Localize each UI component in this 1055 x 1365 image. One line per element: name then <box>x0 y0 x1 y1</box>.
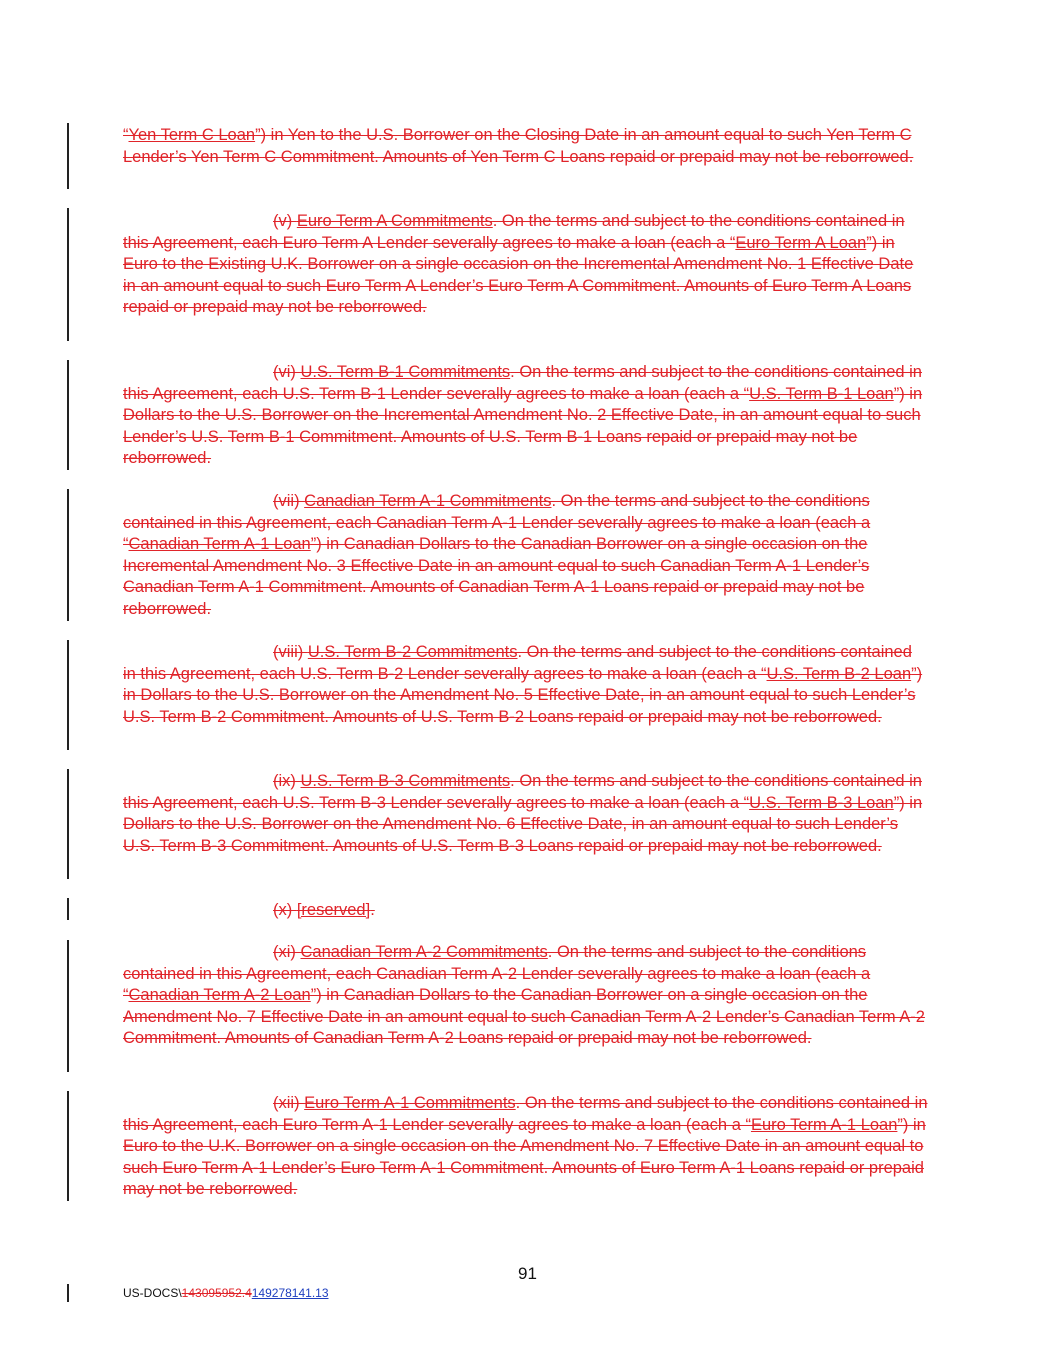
defined-term: U.S. Term B-2 Loan <box>766 664 912 683</box>
paragraph-label: (v) <box>273 212 297 230</box>
paragraph-text: ”) in Euro to the U.K. Borrower on a single occasion on the Amendment No. 7 Effective Date in an amount equal to such Euro Term A-1 Lender’s Euro Term A-1 Commitment. Amounts of Euro Term A-1 Loans repaid or prepaid may not be reborrowed. <box>123 1115 926 1199</box>
document-id-deleted: 143095952.4 <box>181 1286 252 1300</box>
defined-term: Yen Term C Loan <box>128 126 256 144</box>
paragraph-text: . On the terms and subject to the conditions contained in this Agreement, each U.S. Term B-3 Lender severally agrees to make a loan (each a “ <box>123 772 922 812</box>
open-quote: “ <box>123 126 129 144</box>
paragraph-v <box>123 211 929 319</box>
section-heading: U.S. Term B-2 Commitments <box>307 643 518 661</box>
paragraph-text: ”) in Dollars to the U.S. Borrower on the Amendment No. 5 Effective Date, in an amount equal to such Lender’s U.S. Term B-2 Commitment. Amounts of U.S. Term B-2 Loans repaid or prepaid may not be reborrowed. <box>123 664 923 726</box>
change-bar <box>67 360 69 470</box>
document-id-prefix: US-DOCS\ <box>123 1286 182 1300</box>
defined-term: Euro Term A-1 Loan <box>750 1115 898 1134</box>
defined-term: Canadian Term A-1 Loan <box>128 535 311 554</box>
document-id-inserted: 149278141.13 <box>251 1286 329 1300</box>
paragraph-xi <box>123 942 929 1050</box>
paragraph-label: (xii) <box>273 1094 305 1112</box>
paragraph-label: (ix) <box>273 772 301 790</box>
change-bar <box>67 940 69 1072</box>
paragraph-text: . On the terms and subject to the conditions contained in this Agreement, each U.S. Term B-1 Lender severally agrees to make a loan (each a “ <box>123 363 922 403</box>
paragraph-text: . On the terms and subject to the conditions contained in this Agreement, each Euro Term A Lender severally agrees to make a loan (each a “ <box>123 212 905 252</box>
change-bar <box>67 123 69 189</box>
paragraph-text: . On the terms and subject to the conditions contained in this Agreement, each Canadian Term A-1 Lender severally agrees to make a loan (each a “ <box>123 492 871 554</box>
paragraph-text: ”) in Euro to the Existing U.K. Borrower on a single occasion on the Incremental Amendment No. 1 Effective Date in an amount equal to such Euro Term A Lender’s Euro Term A Commitment. Amounts of Euro Term A Loans repaid or prepaid may not be reborrowed. <box>123 233 914 317</box>
paragraph-label: (xi) <box>273 943 301 961</box>
paragraph-text: . On the terms and subject to the conditions contained in this Agreement, each Canadian Term A-2 Lender severally agrees to make a loan (each a “ <box>123 943 871 1005</box>
paragraph-text: . On the terms and subject to the conditions contained in this Agreement, each Euro Term A-1 Lender severally agrees to make a loan (each a “ <box>123 1094 928 1134</box>
section-heading: U.S. Term B-3 Commitments <box>300 772 511 790</box>
paragraph-viii <box>123 642 929 728</box>
paragraph-label: (x) <box>273 901 297 919</box>
section-heading: Canadian Term A-2 Commitments <box>300 943 548 961</box>
page-number: 91 <box>518 1264 537 1283</box>
section-heading: Canadian Term A-1 Commitments <box>304 492 552 510</box>
paragraph-text: ”) in Dollars to the U.S. Borrower on the Incremental Amendment No. 2 Effective Date, in an amount equal to such Lender’s U.S. Term B-1 Commitment. Amounts of U.S. Term B-1 Loans repaid or prepaid may not be reborrowed. <box>123 384 923 468</box>
paragraph-text: ”) in Yen to the U.S. Borrower on the Closing Date in an amount equal to such Yen Term C Lender’s Yen Term C Commitment. Amounts of Yen Term C Loans repaid or prepaid may not be reborrowed. <box>123 126 914 166</box>
paragraph-label: (vi) <box>273 363 301 381</box>
change-bar <box>67 1284 69 1302</box>
paragraph-text: ”) in Canadian Dollars to the Canadian Borrower on a single occasion on the Incremental Amendment No. 3 Effective Date in an amount equal to such Canadian Term A-1 Lender’s Canadian Term A-1 Commitment. Amounts of Canadian Term A-1 Loans repaid or prepaid may not be reborrowed. <box>123 535 870 618</box>
section-heading: Euro Term A Commitments <box>296 212 493 230</box>
document-id <box>123 1286 329 1300</box>
section-heading: [reserved] <box>296 901 371 919</box>
paragraph-vii <box>123 491 929 621</box>
paragraph-vi <box>123 362 929 470</box>
change-bar <box>67 1091 69 1201</box>
defined-term: Euro Term A Loan <box>735 233 867 252</box>
change-bar <box>67 208 69 341</box>
change-bar <box>67 640 69 750</box>
paragraph-text: . <box>370 901 375 919</box>
paragraph-text: . On the terms and subject to the conditions contained in this Agreement, each U.S. Term B-2 Lender severally agrees to make a loan (each a “ <box>123 643 912 683</box>
paragraph-xii <box>123 1093 929 1201</box>
defined-term: Canadian Term A-2 Loan <box>128 986 311 1005</box>
defined-term: U.S. Term B-1 Loan <box>749 384 894 403</box>
paragraph-text: ”) in Dollars to the U.S. Borrower on the Amendment No. 6 Effective Date, in an amount equal to such Lender’s U.S. Term B-3 Commitment. Amounts of U.S. Term B-3 Loans repaid or prepaid may not be reborrowed. <box>123 793 923 855</box>
paragraph-label: (viii) <box>273 643 308 661</box>
section-heading: Euro Term A-1 Commitments <box>304 1094 516 1112</box>
change-bar <box>67 898 69 920</box>
defined-term: U.S. Term B-3 Loan <box>749 793 894 812</box>
paragraph-ix <box>123 771 929 857</box>
paragraph-yen-term-c <box>123 125 929 168</box>
paragraph-text: ”) in Canadian Dollars to the Canadian Borrower on a single occasion on the Amendment No. 7 Effective Date in an amount equal to such Canadian Term A-2 Lender’s Canadian Term A-2 Commitment. Amounts of Canadian Term A-2 Loans repaid or prepaid may not be reborrowed. <box>123 986 925 1048</box>
paragraph-x <box>123 900 929 922</box>
section-heading: U.S. Term B-1 Commitments <box>300 363 511 381</box>
change-bar <box>67 489 69 621</box>
paragraph-label: (vii) <box>273 492 305 510</box>
change-bar <box>67 769 69 879</box>
